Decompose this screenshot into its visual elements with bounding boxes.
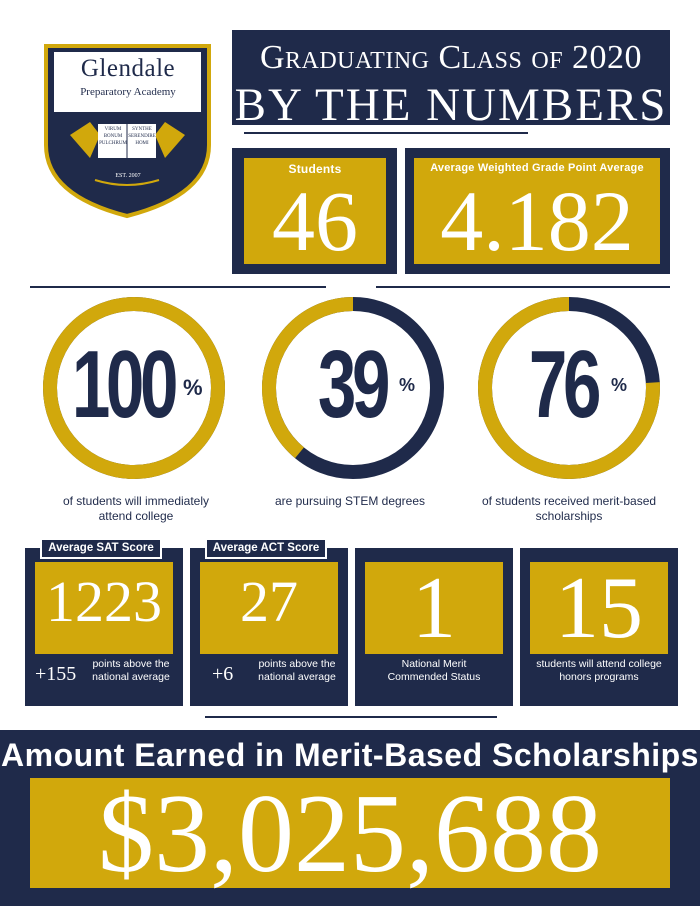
act-delta: +6 [212,663,234,685]
ring-2-pct: % [399,375,416,395]
ring-3-caption: of students received merit-based scholarships [481,494,657,523]
gpa-label: Average Weighted Grade Point Average [430,162,644,174]
crest-name: Glendale [80,55,176,82]
sat-note: points above the national average [92,658,170,683]
sat-value: 1223 [46,569,162,634]
sat-delta: +155 [35,663,77,685]
act-note: points above the national average [258,658,336,683]
merit-note: National Merit Commended Status [387,658,481,683]
gpa-value: 4.182 [440,173,634,269]
crest-est: EST. 2007 [115,173,141,179]
ring-3-pct: % [611,375,628,395]
section-divider-right [376,286,670,288]
header-line1: Graduating Class of 2020 [259,39,643,76]
crest-book-right: SYNTHE SERENDIRE HOMI [128,127,156,146]
bottom-divider [205,716,497,718]
act-tab: Average ACT Score [205,538,327,559]
honors-note: students will attend college honors programs [536,658,662,683]
crest-book-left: VIRUM BONUM PULCHRUM [99,127,127,146]
header-divider [244,132,528,134]
ring-1-caption: of students will immediately attend college [62,494,210,523]
scholarship-amount: $3,025,688 [98,772,602,896]
ring-1-pct: % [183,375,203,400]
crest-subtitle: Preparatory Academy [80,86,176,98]
students-value: 46 [272,173,358,269]
section-divider-left [30,286,326,288]
header-line2: BY THE NUMBERS [234,79,668,131]
students-label: Students [288,162,342,176]
merit-value: 1 [412,560,456,657]
ring-2-caption: are pursuing STEM degrees [274,494,426,508]
ring-3-value: 76 [528,331,598,438]
ring-2-value: 39 [317,331,387,438]
sat-tab: Average SAT Score [40,538,162,559]
honors-value: 15 [555,560,643,657]
ring-1-value: 100 [71,331,175,438]
act-value: 27 [240,569,298,634]
scholarship-title: Amount Earned in Merit-Based Scholarships [1,737,699,773]
